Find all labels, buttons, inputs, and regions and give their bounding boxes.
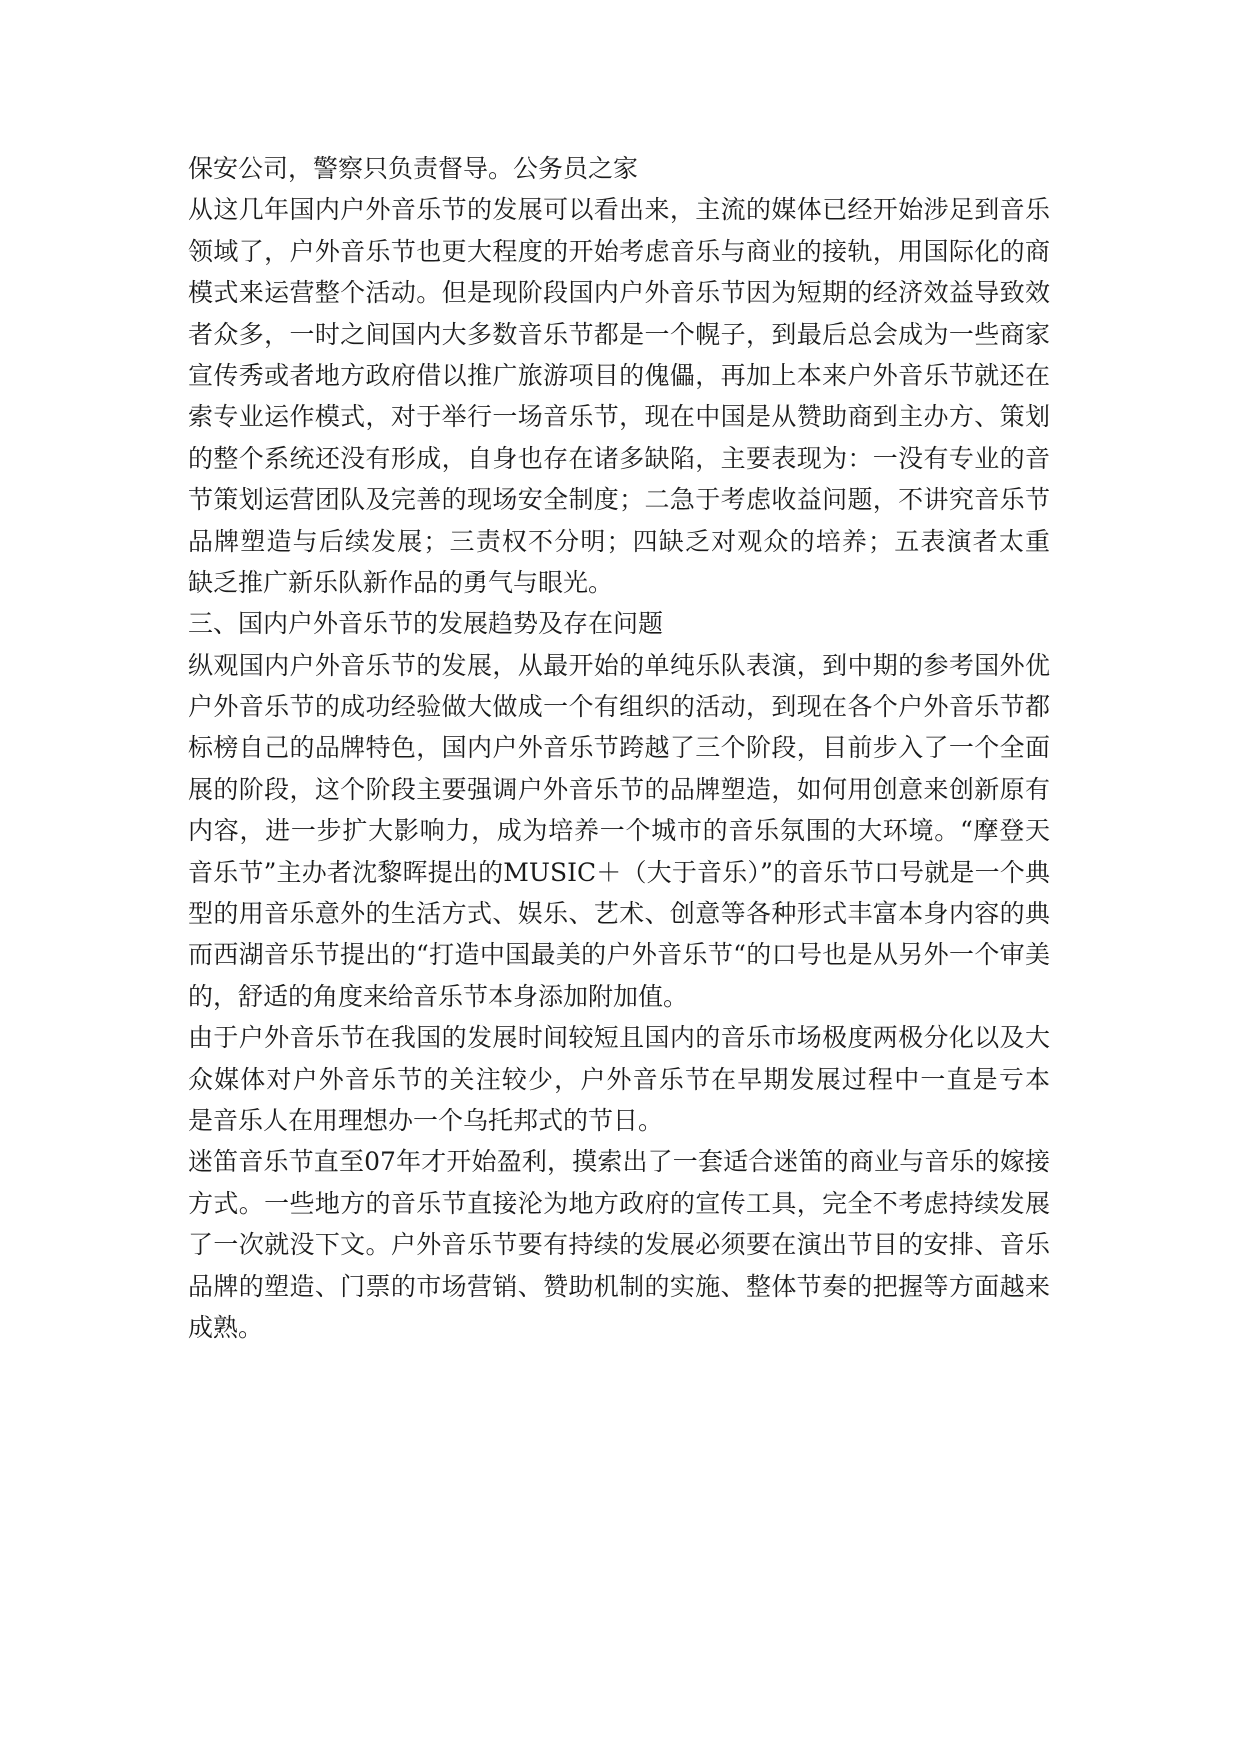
text-line: 领域了，户外音乐节也更大程度的开始考虑音乐与商业的接轨，用国际化的商	[188, 236, 1050, 266]
text-line: 宣传秀或者地方政府借以推广旅游项目的傀儡，再加上本来户外音乐节就还在	[188, 360, 1050, 390]
text-line: 的整个系统还没有形成，自身也存在诸多缺陷，主要表现为：一没有专业的音	[188, 443, 1050, 473]
text-line: 型的用音乐意外的生活方式、娱乐、艺术、创意等各种形式丰富本身内容的典	[188, 899, 1050, 929]
text-line: 纵观国内户外音乐节的发展，从最开始的单纯乐队表演，到中期的参考国外优	[188, 650, 1050, 680]
text-line: 索专业运作模式，对于举行一场音乐节，现在中国是从赞助商到主办方、策划	[188, 402, 1050, 432]
text-line: 标榜自己的品牌特色，国内户外音乐节跨越了三个阶段，目前步入了一个全面	[188, 733, 1050, 763]
text-line: 内容，进一步扩大影响力，成为培养一个城市的音乐氛围的大环境。“摩登天	[188, 816, 1050, 846]
text-line: 模式来运营整个活动。但是现阶段国内户外音乐节因为短期的经济效益导致效	[188, 278, 1050, 308]
text-line: 成熟。	[188, 1312, 264, 1342]
text-line: 由于户外音乐节在我国的发展时间较短且国内的音乐市场极度两极分化以及大	[188, 1023, 1050, 1053]
text-line: 迷笛音乐节直至07年才开始盈利，摸索出了一套适合迷笛的商业与音乐的嫁接	[188, 1147, 1050, 1177]
document-body	[188, 148, 1050, 1348]
text-line: 而西湖音乐节提出的“打造中国最美的户外音乐节“的口号也是从另外一个审美	[188, 940, 1050, 970]
text-line: 缺乏推广新乐队新作品的勇气与眼光。	[188, 567, 614, 597]
text-line: 品牌的塑造、门票的市场营销、赞助机制的实施、整体节奏的把握等方面越来	[188, 1271, 1050, 1301]
text-line: 节策划运营团队及完善的现场安全制度；二急于考虑收益问题，不讲究音乐节	[188, 485, 1050, 515]
text-line: 从这几年国内户外音乐节的发展可以看出来，主流的媒体已经开始涉足到音乐	[188, 195, 1050, 225]
text-line: 展的阶段，这个阶段主要强调户外音乐节的品牌塑造，如何用创意来创新原有	[188, 774, 1050, 804]
text-line: 品牌塑造与后续发展；三责权不分明；四缺乏对观众的培养；五表演者太重	[188, 526, 1050, 556]
text-line: 户外音乐节的成功经验做大做成一个有组织的活动，到现在各个户外音乐节都	[188, 692, 1050, 722]
text-line: 三、国内户外音乐节的发展趋势及存在问题	[188, 609, 664, 639]
text-line: 的，舒适的角度来给音乐节本身添加附加值。	[188, 981, 689, 1011]
text-line: 方式。一些地方的音乐节直接沦为地方政府的宣传工具，完全不考虑持续发展	[188, 1188, 1050, 1218]
text-line: 者众多，一时之间国内大多数音乐节都是一个幌子，到最后总会成为一些商家	[188, 319, 1050, 349]
text-line: 音乐节”主办者沈黎晖提出的MUSIC＋（大于音乐）”的音乐节口号就是一个典	[188, 857, 1050, 887]
text-line: 众媒体对户外音乐节的关注较少，户外音乐节在早期发展过程中一直是亏本	[188, 1064, 1050, 1094]
text-line: 是音乐人在用理想办一个乌托邦式的节日。	[188, 1105, 664, 1135]
text-line: 保安公司，警察只负责督导。公务员之家	[188, 154, 639, 183]
text-line: 了一次就没下文。户外音乐节要有持续的发展必须要在演出节目的安排、音乐	[188, 1230, 1050, 1260]
